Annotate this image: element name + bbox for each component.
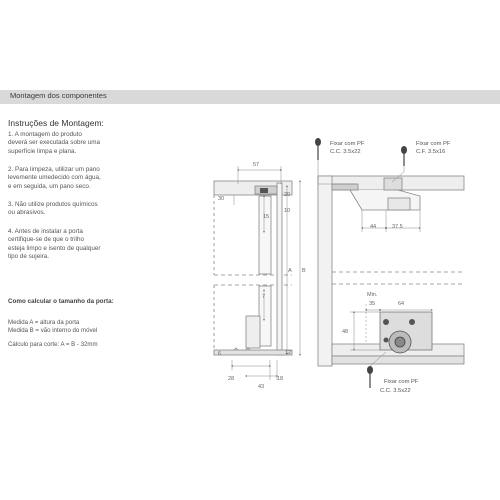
left-side-panel xyxy=(277,183,282,355)
instruction-line: ou abrasivos. xyxy=(8,209,46,217)
instructions-title: Instruções de Montagem: xyxy=(8,118,104,128)
cut-formula-text: Cálculo para corte: A = B - 32mm xyxy=(8,341,98,348)
dim-48: 48 xyxy=(342,329,349,335)
dim-6: 6 xyxy=(218,351,222,357)
dim-35: 35 xyxy=(369,301,376,307)
dim-A: A xyxy=(288,268,292,274)
instruction-line: 2. Para limpeza, utilizar um pano xyxy=(8,166,100,173)
callout-bottom-line2: C.C. 3.5x22 xyxy=(380,388,411,394)
measure-b-text: Medida B = vão interno do móvel xyxy=(8,327,98,334)
dim-10: 10 xyxy=(284,208,291,214)
dim-7: 7 xyxy=(262,294,266,300)
instruction-line: e em seguida, um pano seco. xyxy=(8,182,91,190)
right-side-panel xyxy=(318,176,332,366)
screw-top-right-icon xyxy=(401,146,407,166)
measure-a-text: Medida A = altura da porta xyxy=(8,319,80,326)
section-title: Montagem dos componentes xyxy=(10,91,107,100)
right-bottom-drawing xyxy=(332,304,464,388)
instruction-line: superfície limpa e plana. xyxy=(8,147,77,155)
dim-57: 57 xyxy=(253,162,260,168)
dim-12: 12 xyxy=(285,350,292,356)
dim-15: 15 xyxy=(263,214,270,220)
dim-B: B xyxy=(302,268,306,274)
instruction-line: deverá ser executada sobre uma xyxy=(8,139,101,147)
bottom-guide xyxy=(246,316,260,348)
dim-44: 44 xyxy=(370,224,377,230)
callout-top-left-line1: Fixar com PF xyxy=(330,141,365,147)
dim-min: Min. xyxy=(367,292,378,298)
callout-top-right-line2: C.F. 3.5x16 xyxy=(416,149,446,155)
door-panel-upper xyxy=(259,196,271,274)
instruction-line: certifique-se de que o trilho xyxy=(8,236,84,244)
instruction-line: levemente umedecido com água, xyxy=(8,174,101,182)
screw-top-left-icon xyxy=(315,138,321,160)
dim-20: 20 xyxy=(284,192,291,198)
callout-bottom-line1: Fixar com PF xyxy=(384,379,419,385)
instruction-line: 3. Não utilize produtos químicos xyxy=(8,201,98,208)
instruction-line: tipo de sujeira. xyxy=(8,253,49,261)
left-bottom-panel xyxy=(214,350,292,355)
instruction-line: 1. A montagem do produto xyxy=(8,131,82,138)
dim-28: 28 xyxy=(228,376,235,382)
dim-18: 18 xyxy=(277,376,284,382)
dim-30: 30 xyxy=(218,196,225,202)
callout-top-left-line2: C.C. 3.5x22 xyxy=(330,149,361,155)
dim-37-5: 37.5 xyxy=(392,224,403,230)
instruction-line: esteja limpo e isento de qualquer xyxy=(8,244,101,252)
instruction-line: 4. Antes de instalar a porta xyxy=(8,228,83,235)
dim-43: 43 xyxy=(258,384,265,390)
callout-top-right-line1: Fixar com PF xyxy=(416,141,451,147)
dim-64: 64 xyxy=(398,301,405,307)
calculation-heading: Como calcular o tamanho da porta: xyxy=(8,298,114,305)
screw-bottom-icon xyxy=(367,366,373,388)
